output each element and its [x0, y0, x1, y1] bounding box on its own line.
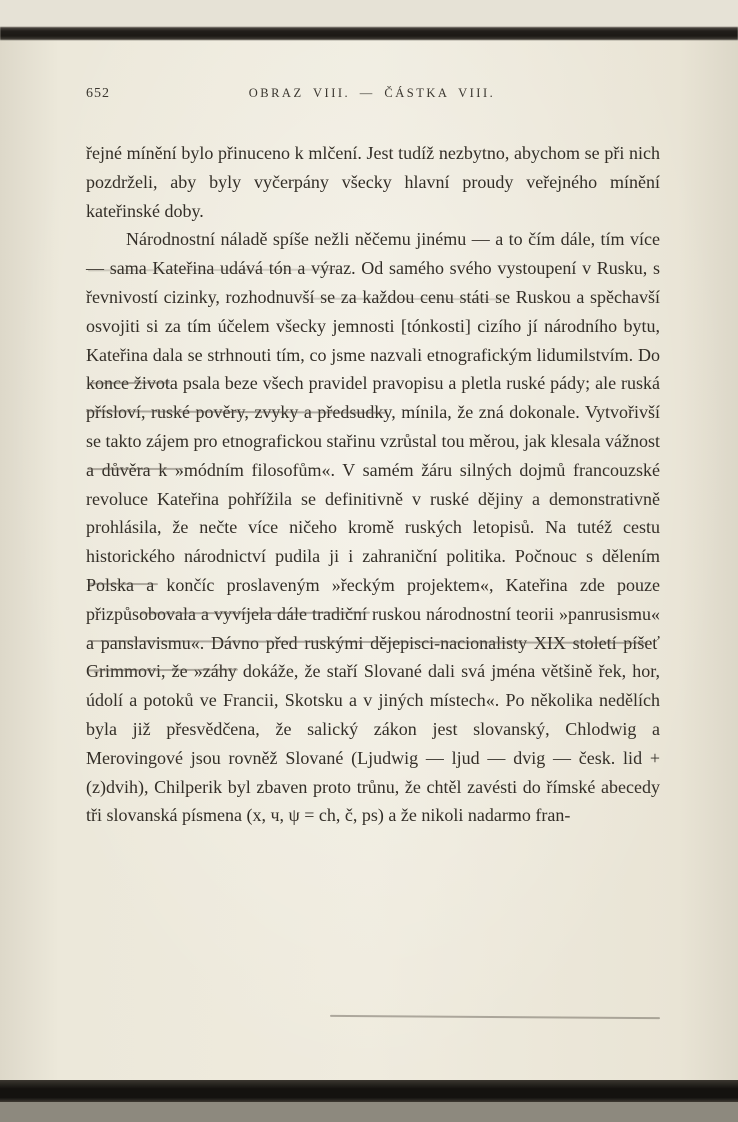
- body-text: [86, 139, 660, 830]
- scan-edge-top: [0, 0, 738, 27]
- scan-edge-bottom: [0, 1102, 738, 1122]
- pencil-underline-mark: [330, 1015, 660, 1019]
- paragraph: řejné mínění bylo přinuceno k mlčení. Jest tudíž nezbytno, abychom se při nich pozdrželi, aby byly vyčerpány všecky hlavní proudy veřejného mínění kateřinské doby.: [86, 143, 660, 221]
- scan-shadow-band-bottom: [0, 1080, 738, 1102]
- paragraph: Národnostní náladě spíše nežli něčemu jinému — a to čím dále, tím více — sama Kateřina udává tón a výraz. Od samého svého vystoupení v Rusku, s řevnivostí cizinky, rozhodnuvší se za každou cenu státi se Ruskou a spěchavší osvojiti si za tím účelem všecky jemnosti [tónkosti] cizího jí národního bytu, Kateřina dala se strhnouti tím, co jsme nazvali etnografickým lidumilstvím. Do konce života psala beze všech pravidel pravopisu a pletla ruské pády; ale ruská přísloví, ruské pověry, zvyky a předsudky, mínila, že zná dokonale. Vytvořivší se takto zájem pro etnografickou stařinu vzrůstal tou měrou, jak klesala vážnost a důvěra k »módním filosofům«. V samém žáru silných dojmů francouzské revoluce Kateřina pohřížila se definitivně v ruské dějiny a demonstrativně prohlásila, že nečte více ničeho kromě ruských letopisů. Na tutéž cestu historického národnictví pudila ji i zahraniční politika. Počnouc s dělením Polska a končíc proslaveným »řeckým projektem«, Kateřina zde pouze přizpůsobovala a vyvíjela dále tradiční ruskou národnostní teorii »panrusismu« a panslavismu«. Dávno před ruskými dějepisci-nacionalisty XIX století píšeť Grimmovi, že »záhy dokáže, že staří Slované dali svá jména většině řek, hor, údolí a potoků ve Francii, Skotsku a v jiných místech«. Po několika nedělích byla již přesvědčena, že salický zákon jest slovanský, Chlodwig a Merovingové jsou rovněž Slované (Ljudwig — ljud — dvig — česk. lid + (z)dvih), Chilperik byl zbaven proto trůnu, že chtěl zavésti do římské abecedy tři slovanská písmena (х, ч, ψ = ch, č, ps) a že nikoli nadarmo fran-: [86, 229, 660, 826]
- page-number: 652: [86, 86, 110, 101]
- running-title: OBRAZ VIII. — ČÁSTKA VIII.: [248, 86, 496, 100]
- pencil-underline-mark: [88, 583, 158, 585]
- page-header: [86, 84, 658, 104]
- scan-shadow-band-top: [0, 27, 738, 40]
